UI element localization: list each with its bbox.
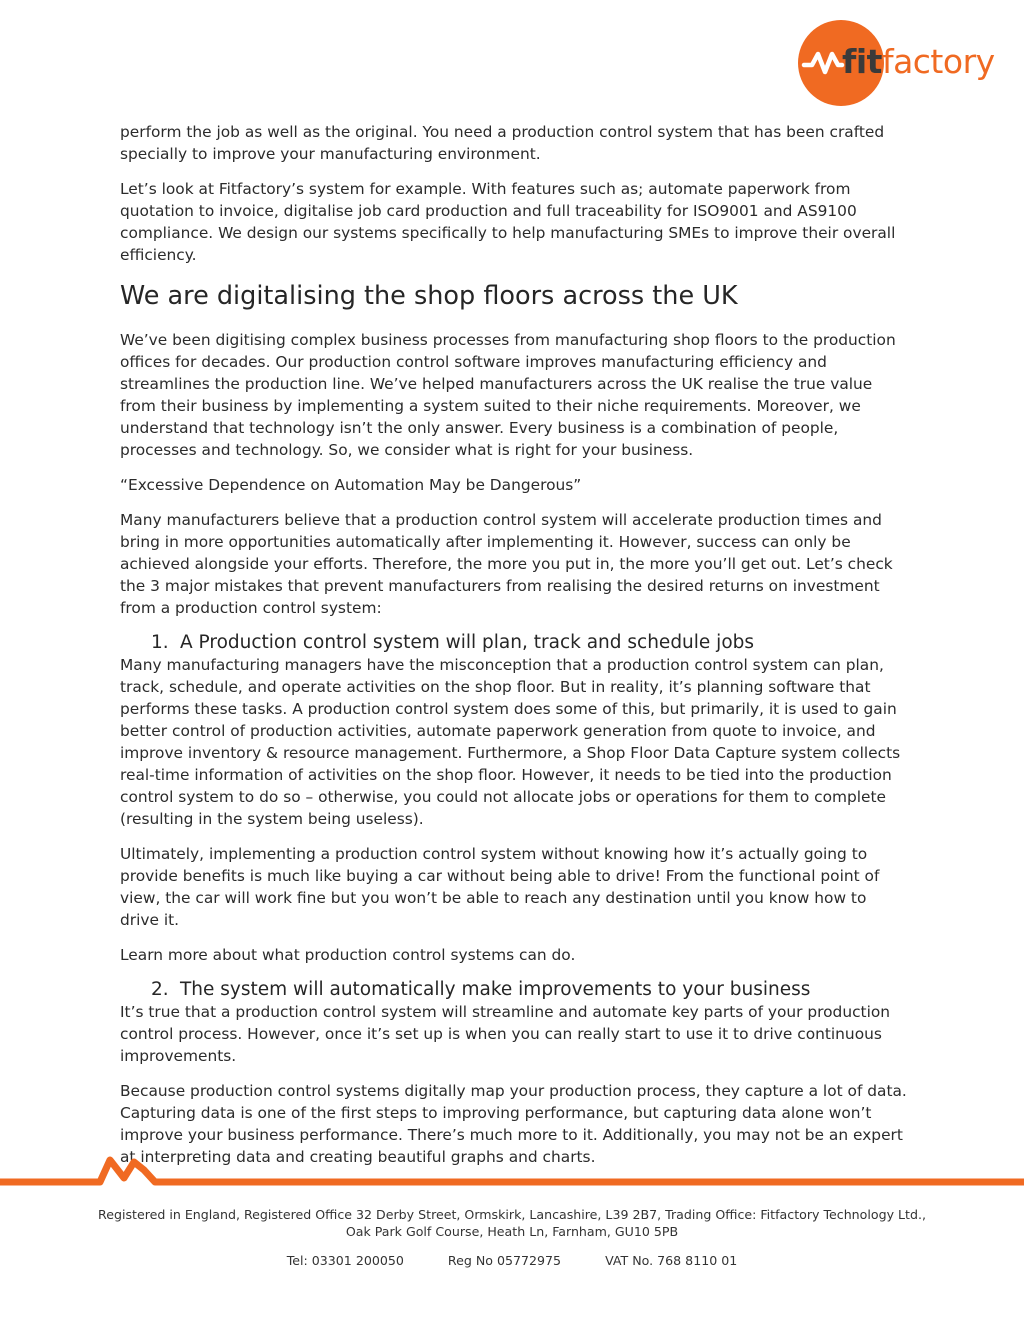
footer-address	[0, 1206, 1024, 1240]
fitfactory-logo	[798, 20, 1008, 106]
logo-wordmark	[842, 42, 995, 81]
logo-factory: factory	[881, 42, 995, 81]
mistake-heading-1	[120, 632, 910, 654]
footer-vat: VAT No. 768 8110 01	[605, 1253, 738, 1268]
mistake-number-2: 2.	[151, 979, 169, 1000]
footer-address-line2: Oak Park Golf Course, Heath Ln, Farnham, GU10 5PB	[345, 1224, 679, 1239]
mistake-heading-2	[120, 979, 910, 1001]
footer-contacts	[0, 1253, 1024, 1268]
section-heading: We are digitalising the shop floors across the UK	[120, 281, 738, 311]
paragraph-intro: perform the job as well as the original. You need a production control system that has been crafted specially to improve your manufacturing environment.	[120, 123, 885, 163]
paragraph-car-analogy: Ultimately, implementing a production control system without knowing how it’s actually going to provide benefits is much like buying a car without being able to drive! From the functional point of view, the car will work fine but you won’t be able to reach any destination until you know how to drive it.	[120, 845, 880, 929]
paragraph-fitfactory-example: Let’s look at Fitfactory’s system for example. With features such as; automate paperwork from quotation to invoice, digitalise job card production and full traceability for ISO9001 and AS9100 compliance. We design our systems specifically to help manufacturing SMEs to improve their overall efficiency.	[120, 180, 896, 264]
mistake-number-1: 1.	[151, 632, 169, 653]
paragraph-manufacturers-believe: Many manufacturers believe that a production control system will accelerate production times and bring in more opportunities automatically after implementing it. However, success can only be achieved alongside your efforts. Therefore, the more you put in, the more you’ll get out. Let’s check the 3 major mistakes that prevent manufacturers from realising the desired returns on investment from a production control system:	[120, 511, 893, 617]
paragraph-data-capture: Because production control systems digitally map your production process, they capture a lot of data. Capturing data is one of the first steps to improving performance, but capturing data alone won’t improve your business performance. There’s much more to it. Additionally, you may not be an expert at interpreting data and creating beautiful graphs and charts.	[120, 1082, 907, 1166]
paragraph-digitising: We’ve been digitising complex business processes from manufacturing shop floors to the production offices for decades. Our production control software improves manufacturing efficiency and streamlines the production line. We’ve helped manufacturers across the UK realise the true value from their business by implementing a system suited to their niche requirements. Moreover, we understand that technology isn’t the only answer. Every business is a combination of people, processes and technology. So, we consider what is right for your business.	[120, 331, 896, 459]
footer-tel: Tel: 03301 200050	[286, 1253, 404, 1268]
mistake-title-1: A Production control system will plan, track and schedule jobs	[180, 632, 755, 653]
document-body	[120, 121, 910, 1181]
logo-fit: fit	[842, 42, 882, 81]
mistake-title-2: The system will automatically make improvements to your business	[180, 979, 811, 1000]
paragraph-streamline: It’s true that a production control system will streamline and automate key parts of your production control process. However, once it’s set up is when you can really start to use it to drive continuous improvements.	[120, 1003, 891, 1065]
learn-more-link[interactable]: Learn more about what production control systems can do.	[120, 946, 576, 964]
footer-wave-line	[0, 1150, 1024, 1190]
footer-reg: Reg No 05772975	[447, 1253, 562, 1268]
paragraph-misconception: Many manufacturing managers have the misconception that a production control system can plan, track, schedule, and operate activities on the shop floor. But in reality, it’s planning software that performs these tasks. A production control system does some of this, but primarily, it is used to gain better control of production activities, automate paperwork generation from quote to invoice, and improve inventory & resource management. Furthermore, a Shop Floor Data Capture system collects real-time information of activities on the shop floor. However, it needs to be tied into the production control system to do so – otherwise, you could not allocate jobs or operations for them to complete (resulting in the system being useless).	[120, 656, 901, 828]
quote-line: “Excessive Dependence on Automation May be Dangerous”	[120, 476, 582, 494]
footer-address-line1: Registered in England, Registered Office 32 Derby Street, Ormskirk, Lancashire, L39 2B7, Trading Office: Fitfactory Technology Ltd.,	[98, 1207, 926, 1222]
